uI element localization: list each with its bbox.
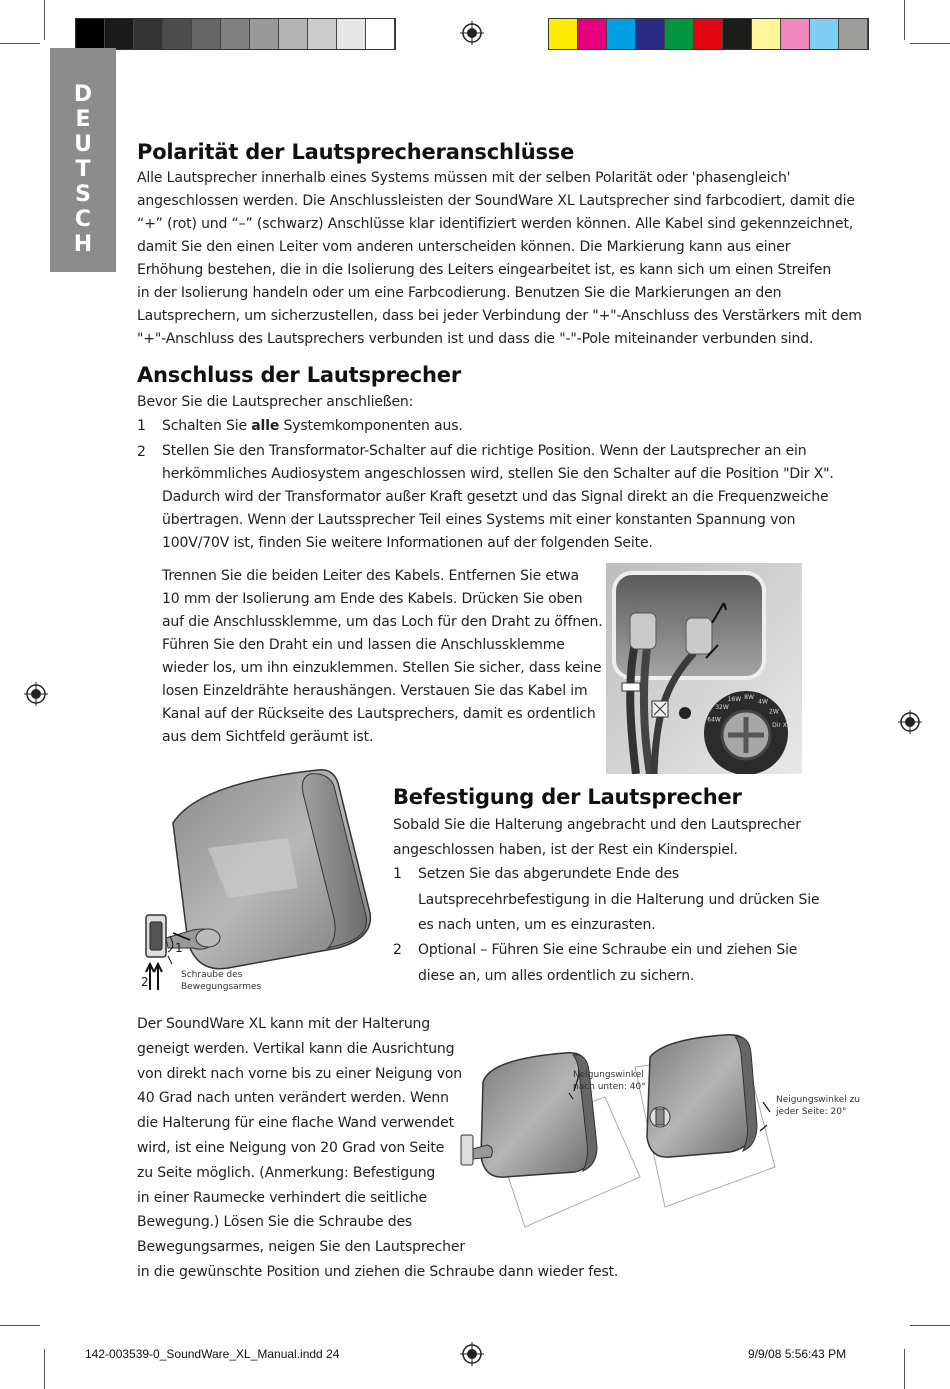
color-swatch [810, 19, 839, 49]
side-tab-letter: U [74, 132, 92, 157]
section-title-mounting: Befestigung der Lautsprecher [393, 785, 742, 809]
tilt-line: zu Seite möglich. (Anmerkung: Befestigung [137, 1164, 436, 1181]
tilt-line: Bewegung.) Lösen Sie die Schraube des [137, 1214, 413, 1231]
color-swatch [723, 19, 752, 49]
caption-line: Neigungswinkel [573, 1070, 644, 1080]
dial-label: 2W [769, 708, 779, 716]
crop-mark [904, 0, 905, 40]
registration-mark-icon [460, 1342, 484, 1366]
color-swatch [549, 19, 578, 49]
wire-line: Trennen Sie die beiden Leiter des Kabels. Entfernen Sie etwa [162, 568, 579, 584]
step-bold-text: alle [251, 418, 280, 434]
dial-label: 4W [758, 698, 768, 706]
wire-line: aus dem Sichtfeld geräumt ist. [162, 729, 374, 745]
color-swatch [221, 19, 250, 49]
crop-mark [44, 1349, 45, 1389]
tilt-illustration [455, 1027, 785, 1232]
caption-line: Neigungswinkel zu [776, 1095, 861, 1105]
tilt-line: die Halterung für eine flache Wand verwendet [137, 1115, 454, 1132]
side-tab-letter: H [73, 232, 93, 257]
color-swatch [694, 19, 723, 49]
mounting-step-1 [418, 862, 818, 939]
registration-mark-icon [460, 21, 484, 45]
mounting-intro [393, 813, 813, 863]
caption-tilt-down [573, 1069, 646, 1093]
list-number: 2 [137, 444, 146, 460]
figure-step-1-label: 1 [175, 941, 183, 955]
polarity-line: “+” (rot) und “–” (schwarz) Anschlüsse klar identifiziert werden können. Alle Kabel sind gekennzeichnet, [137, 216, 854, 232]
wire-instructions [162, 565, 603, 749]
figure-step-2-label: 2 [141, 975, 149, 989]
color-swatch [752, 19, 781, 49]
step-text: Schalten Sie [162, 418, 252, 434]
caption-line: nach unten: 40° [573, 1082, 646, 1092]
dial-label: 16W [727, 696, 742, 704]
step-line: diese an, um alles ordentlich zu sichern. [418, 967, 695, 984]
tilt-line: 40 Grad nach unten verändert werden. Wenn [137, 1090, 449, 1107]
polarity-line: "+"-Anschluss des Lautsprechers verbunden ist und dass die "-"-Pole miteinander verbunden sind. [137, 331, 814, 347]
crop-mark [0, 43, 40, 44]
side-tab-letter: C [74, 207, 92, 232]
terminal-photo [606, 563, 802, 774]
color-swatch [134, 19, 163, 49]
figure-caption-screw [181, 969, 261, 993]
step-line: herkömmliches Audiosystem angeschlossen wird, stellen Sie den Schalter auf die Position "Dir X". [162, 466, 834, 482]
list-number: 1 [393, 866, 402, 882]
color-swatch [337, 19, 366, 49]
color-swatch [192, 19, 221, 49]
wire-line: Kanal auf der Rückseite des Lautsprechers, damit es ordentlich [162, 706, 596, 722]
step-line: übertragen. Wenn der Lautssprecher Teil eines Systems mit einer konstanten Spannung von [162, 512, 796, 528]
step-text: Systemkomponenten aus. [279, 418, 463, 434]
section-title-connection: Anschluss der Lautsprecher [137, 363, 461, 387]
process-color-bar [548, 18, 869, 50]
color-swatch [607, 19, 636, 49]
color-swatch [76, 19, 105, 49]
wire-line: losen Einzeldrähte heraushängen. Verstauen Sie das Kabel im [162, 683, 588, 699]
language-side-tab [50, 48, 116, 272]
polarity-line: angeschlossen werden. Die Anschlussleisten der SoundWare XL Lautsprecher sind farbcodiert, damit die [137, 193, 855, 209]
step-line: es nach unten, um es einzurasten. [418, 917, 656, 933]
side-tab-letter: T [75, 157, 91, 182]
polarity-line: damit Sie den einen Leiter vom anderen unterscheiden können. Die Markierung kann aus einer [137, 239, 791, 255]
caption-line: Schraube des [181, 970, 243, 980]
footer-file-name: 142-003539-0_SoundWare_XL_Manual.indd 24 [85, 1347, 340, 1361]
step-line: Lautsprecehrbefestigung in die Halterung und drücken Sie [418, 891, 820, 908]
mounting-intro-line: angeschlossen haben, ist der Rest ein Kinderspiel. [393, 842, 738, 858]
tilt-line: wird, ist eine Neigung von 20 Grad von Seite [137, 1139, 445, 1156]
polarity-paragraph [137, 167, 862, 351]
wire-line: auf die Anschlussklemme, um das Loch für den Draht zu öffnen. [162, 614, 603, 630]
color-swatch [636, 19, 665, 49]
caption-line: jeder Seite: 20° [776, 1107, 847, 1117]
caption-line: Bewegungsarmes [181, 982, 262, 992]
tilt-line: in einer Raumecke verhindert die seitliche [137, 1189, 427, 1206]
polarity-line: Lautsprechern, um sicherzustellen, dass bei jeder Verbindung der "+"-Anschluss des Verstärkers mit dem [137, 308, 862, 324]
tilt-line: Bewegungsarmes, neigen Sie den Lautsprecher [137, 1239, 465, 1256]
color-swatch [105, 19, 134, 49]
connection-step-1 [162, 415, 463, 438]
wire-line: wieder los, um ihn einzuklemmen. Stellen Sie sicher, dass keine [162, 660, 602, 676]
color-swatch [839, 19, 868, 49]
mounting-step-2 [418, 938, 818, 989]
step-line: Stellen Sie den Transformator-Schalter auf die richtige Position. Wenn der Lautsprecher an ein [162, 443, 807, 459]
color-swatch [781, 19, 810, 49]
grey-color-bar [75, 18, 396, 50]
polarity-line: Erhöhung bestehen, die in die Isolierung des Leiters eingearbeitet ist, es kann sich um einen Streifen [137, 262, 832, 278]
polarity-line: Alle Lautsprecher innerhalb eines Systems müssen mit der selben Polarität oder 'phasengleich' [137, 170, 791, 186]
dial-label: 32W [715, 704, 729, 711]
caption-tilt-side [776, 1094, 860, 1118]
color-swatch [279, 19, 308, 49]
polarity-line: in der Isolierung handeln oder um eine Farbcodierung. Benutzen Sie die Markierungen an den [137, 285, 782, 301]
wire-line: 10 mm der Isolierung am Ende des Kabels. Drücken Sie oben [162, 591, 583, 607]
footer-timestamp: 9/9/08 5:56:43 PM [748, 1347, 847, 1361]
registration-mark-icon [24, 682, 48, 706]
step-line: Dadurch wird der Transformator außer Kraft gesetzt und das Signal direkt an die Frequenzweiche [162, 489, 829, 505]
step-line: 100V/70V ist, finden Sie weitere Informationen auf der folgenden Seite. [162, 535, 653, 551]
side-tab-letter: D [73, 82, 93, 107]
wire-line: Führen Sie den Draht ein und lassen die Anschlussklemme [162, 637, 565, 653]
section-title-polarity: Polarität der Lautsprecheranschlüsse [137, 140, 575, 164]
registration-mark-icon [898, 710, 922, 734]
color-swatch [250, 19, 279, 49]
color-swatch [578, 19, 607, 49]
dial-label: 64W [707, 716, 721, 724]
tilt-line: in die gewünschte Position und ziehen die Schraube dann wieder fest. [137, 1263, 619, 1280]
step-line: Optional – Führen Sie eine Schraube ein und ziehen Sie [418, 942, 798, 958]
tilt-line: von direkt nach vorne bis zu einer Neigung von [137, 1065, 462, 1082]
tilt-line: geneigt werden. Vertikal kann die Ausrichtung [137, 1040, 455, 1057]
crop-mark [904, 1349, 905, 1389]
crop-mark [910, 1325, 950, 1326]
color-swatch [665, 19, 694, 49]
color-swatch [163, 19, 192, 49]
crop-mark [910, 43, 950, 44]
connection-step-2 [162, 440, 834, 555]
list-number: 2 [393, 942, 402, 958]
side-tab-letter: E [75, 107, 91, 132]
crop-mark [44, 0, 45, 40]
mounting-intro-line: Sobald Sie die Halterung angebracht und den Lautsprecher [393, 817, 801, 833]
step-line: Setzen Sie das abgerundete Ende des [418, 866, 680, 882]
side-tab-letter: S [75, 182, 91, 207]
crop-mark [0, 1325, 40, 1326]
dial-label: Dir X [772, 722, 787, 730]
connection-intro: Bevor Sie die Lautsprecher anschließen: [137, 394, 414, 410]
dial-label: 8W [744, 694, 754, 702]
list-number: 1 [137, 418, 146, 434]
tilt-line: Der SoundWare XL kann mit der Halterung [137, 1016, 431, 1032]
color-swatch [308, 19, 337, 49]
color-swatch [366, 19, 395, 49]
speaker-bracket-illustration [138, 768, 390, 998]
